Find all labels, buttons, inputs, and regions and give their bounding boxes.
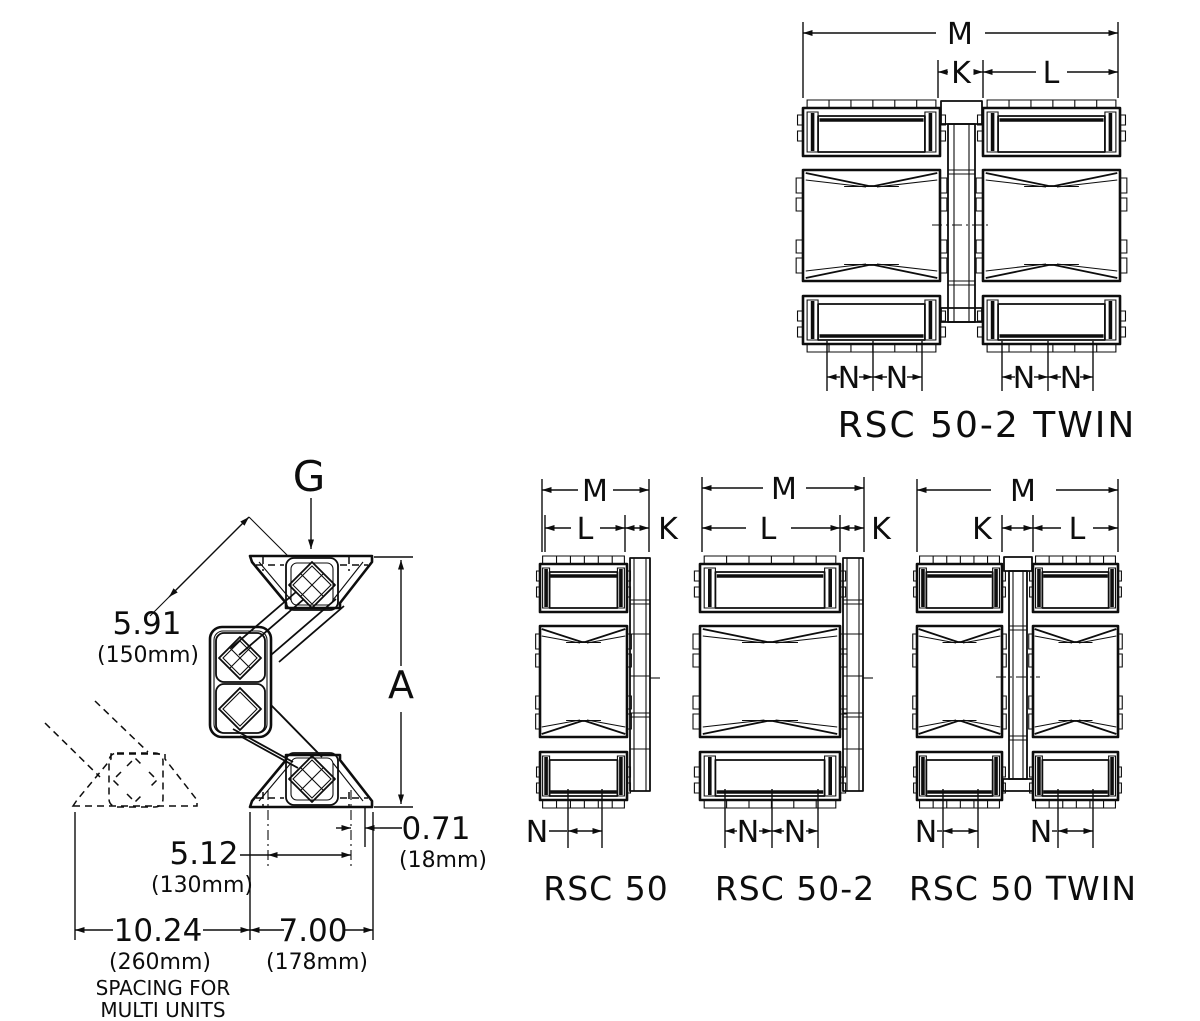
carrier-assembly: [1029, 556, 1123, 808]
carrier-assembly: [693, 556, 847, 808]
dim-label-k: K: [871, 512, 891, 547]
dim-label-k: K: [658, 512, 678, 547]
carrier-assembly: [536, 556, 632, 808]
carrier-assembly: [796, 100, 947, 352]
view-caption: RSC 50 TWIN: [908, 869, 1138, 908]
dim-label-n: N: [885, 361, 909, 396]
dim-label-m: M: [1010, 474, 1036, 509]
dim-label-k: K: [951, 56, 971, 91]
dim-note: MULTI UNITS: [100, 998, 226, 1021]
view-caption: RSC 50: [543, 869, 669, 908]
dim-value: 10.24: [113, 913, 203, 949]
dim-label-l: L: [1042, 56, 1060, 91]
dim-label-n: N: [1059, 361, 1083, 396]
dim-value: 0.71: [401, 811, 471, 847]
dim-metric: (18mm): [398, 848, 488, 873]
dim-label-n: N: [1029, 815, 1053, 850]
rsc50-view: [526, 474, 679, 908]
carrier-assembly: [976, 100, 1127, 352]
dim-metric: (150mm): [96, 643, 200, 668]
link-plates: [231, 592, 344, 768]
dim-label-l: L: [576, 512, 594, 547]
dim-metric: (178mm): [265, 950, 369, 975]
view-caption: RSC 50-2 TWIN: [837, 405, 1137, 446]
dim-label-n: N: [914, 815, 938, 850]
twin-large-view: [796, 17, 1136, 446]
profile-view: [45, 452, 487, 1021]
dim-label-m: M: [771, 472, 797, 507]
dim-label-l: L: [1068, 512, 1086, 547]
middle-link: [210, 627, 271, 737]
dim-link-pitch: [150, 517, 288, 616]
dim-label-m: M: [582, 474, 608, 509]
dim-label-a: A: [388, 663, 414, 707]
side-rail: [843, 558, 877, 791]
dim-metric: (260mm): [108, 950, 212, 975]
dim-label-n: N: [783, 815, 807, 850]
dim-label-k: K: [972, 512, 992, 547]
dim-label-g: G: [292, 452, 326, 501]
dim-note: SPACING FOR: [95, 976, 231, 1000]
top-bracket: [250, 556, 372, 610]
dim-label-n: N: [1012, 361, 1036, 396]
dim-label-l: L: [759, 512, 777, 547]
dim-label-n: N: [525, 815, 549, 850]
dim-value: 5.12: [169, 836, 239, 872]
dim-label-m: M: [947, 17, 973, 52]
dim-value: 7.00: [278, 913, 348, 949]
dim-label-n: N: [837, 361, 861, 396]
dim-value: 5.91: [112, 606, 182, 642]
phantom-unit: [45, 701, 197, 807]
dim-metric: (130mm): [150, 873, 254, 898]
rsc50-2-view: [693, 472, 892, 908]
side-rail: [630, 558, 664, 791]
rsc50-twin-view: [909, 474, 1137, 908]
view-caption: RSC 50-2: [714, 869, 876, 908]
dim-label-n: N: [736, 815, 760, 850]
carrier-assembly: [913, 556, 1007, 808]
